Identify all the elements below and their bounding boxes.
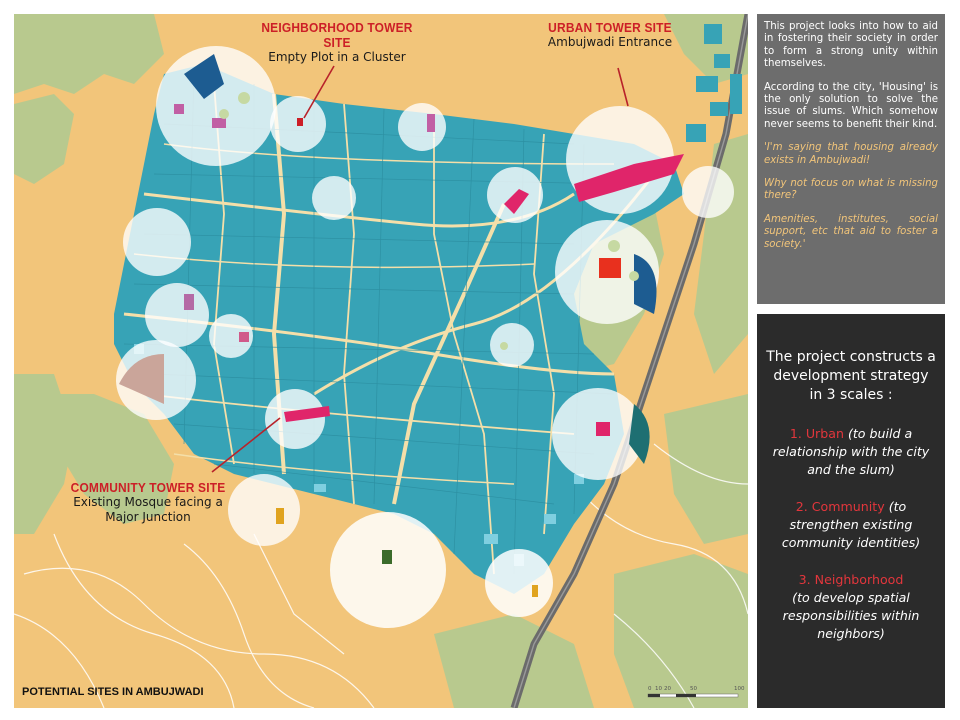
- scale-label-50: 50: [690, 686, 697, 692]
- strategy-intro: The project constructs a development strategy in 3 scales :: [766, 349, 936, 403]
- scale-label-20: 20: [664, 686, 671, 692]
- info-paragraph-2: According to the city, 'Housing' is the only solution to solve the issue of slums. Which somehow never seems to benefit their kind.: [764, 81, 938, 130]
- scale-community-name: 2. Community: [795, 499, 885, 514]
- urban-site-callout: [528, 20, 692, 50]
- quote-line-1: 'I'm saying that housing already exists in Ambujwadi!: [764, 142, 938, 166]
- community-site-subtitle-1: Existing Mosque facing a: [73, 495, 223, 509]
- site-map: [14, 14, 748, 708]
- community-site-subtitle-2: Major Junction: [105, 510, 191, 524]
- community-site-title: COMMUNITY TOWER SITE: [70, 480, 226, 495]
- scale-label-10: 10: [655, 686, 662, 692]
- quote-line-2: Why not focus on what is missing there?: [764, 178, 938, 202]
- map-title: POTENTIAL SITES IN AMBUJWADI: [22, 686, 204, 698]
- scale-urban-name: 1. Urban: [789, 426, 844, 441]
- scale-neighborhood-desc: (to develop spatial responsibilities within neighbors): [782, 590, 920, 641]
- project-info-panel: [757, 14, 945, 304]
- info-paragraph-1: This project looks into how to aid in fostering their society in order to form a strong unity within themselves.: [764, 21, 938, 70]
- scale-bar-labels: [648, 686, 748, 694]
- scale-urban-desc: (to build a relationship with the city and the slum): [772, 426, 930, 477]
- scale-neighborhood: [765, 571, 937, 643]
- community-site-callout: [58, 480, 238, 525]
- neighborhood-site-subtitle: Empty Plot in a Cluster: [268, 50, 406, 64]
- scale-label-100: 100: [734, 686, 745, 692]
- scale-label-0: 0: [648, 686, 652, 692]
- scale-neighborhood-name: 3. Neighborhood: [798, 572, 904, 587]
- urban-site-title: URBAN TOWER SITE: [548, 20, 672, 35]
- map-drawing: [14, 14, 748, 708]
- scale-community-desc: (to strengthen existing community identities): [781, 499, 921, 550]
- neighborhood-site-callout: [242, 20, 432, 65]
- scale-urban: [765, 425, 937, 479]
- scale-bar: [648, 694, 738, 697]
- quote-line-3: Amenities, institutes, social support, etc that aid to foster a society.': [764, 213, 938, 250]
- strategy-panel: [757, 314, 945, 708]
- urban-site-subtitle: Ambujwadi Entrance: [547, 35, 673, 49]
- scale-community: [765, 498, 937, 552]
- neighborhood-site-title: NEIGHBORHOOD TOWER SITE: [261, 20, 413, 50]
